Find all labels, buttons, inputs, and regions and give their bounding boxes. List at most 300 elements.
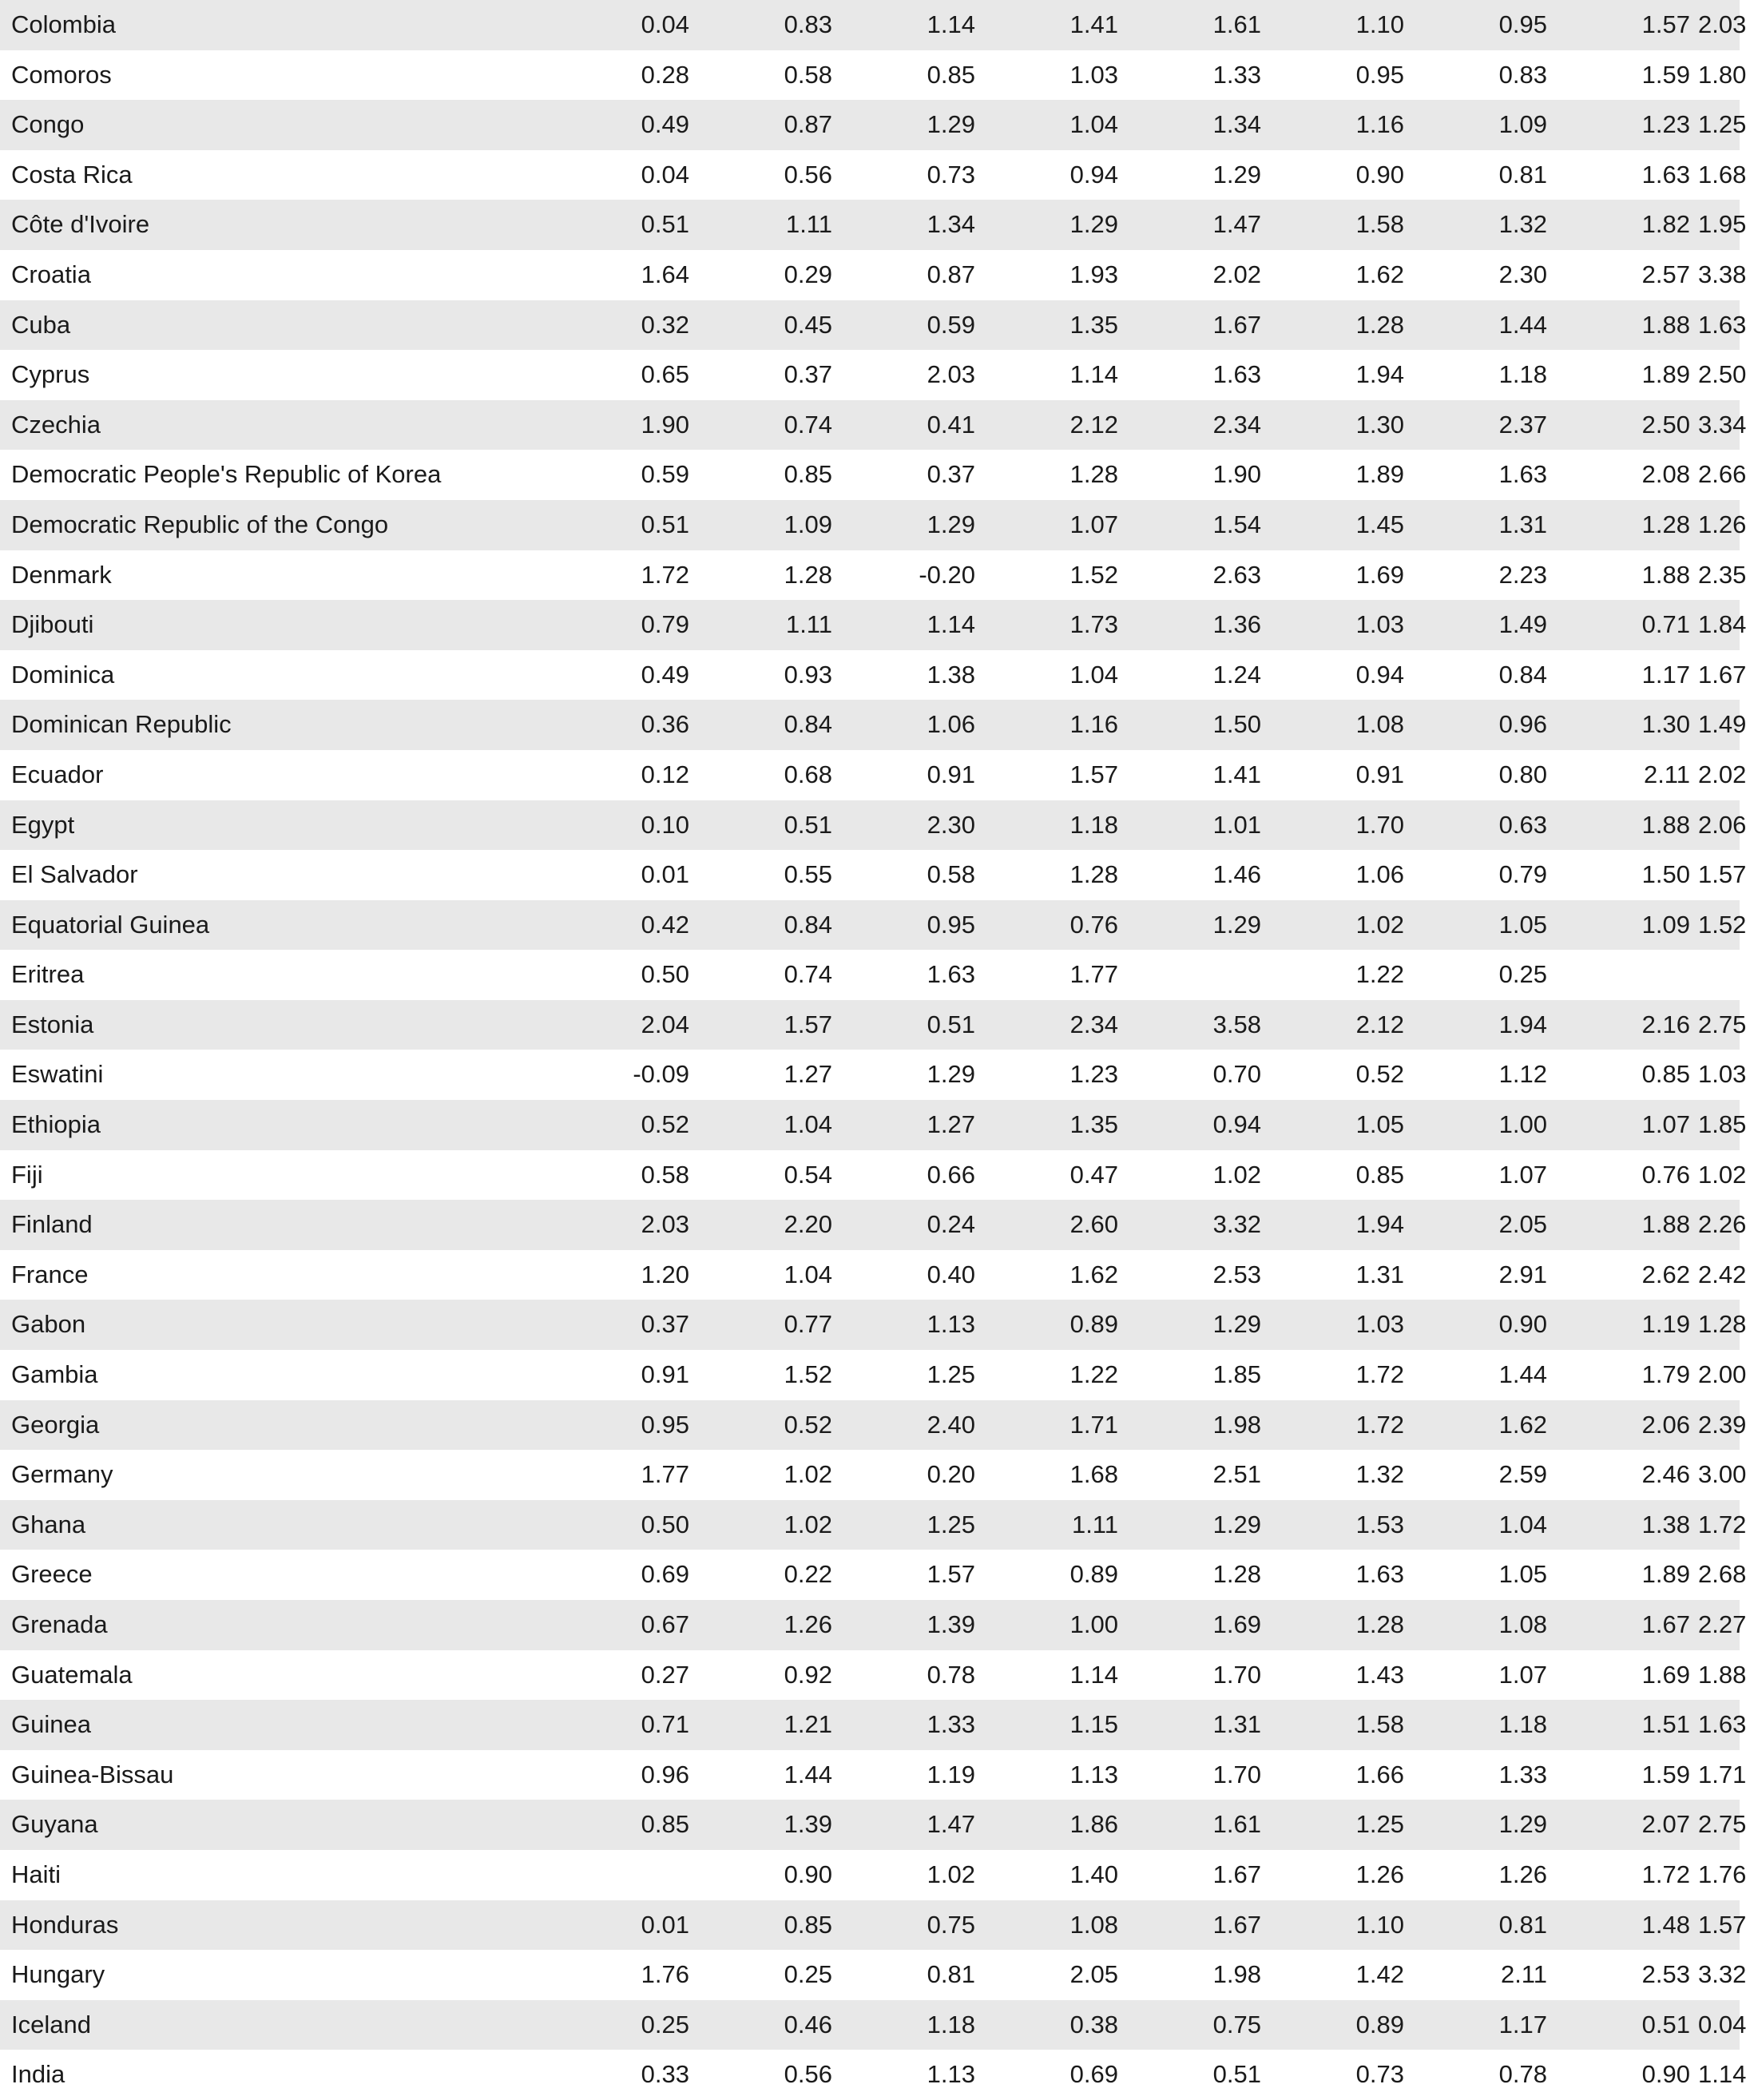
value-cell: 0.51	[1555, 2000, 1698, 2050]
value-cell: 0.45	[697, 300, 840, 351]
value-cell: 1.77	[983, 950, 1126, 1000]
value-cell: 0.85	[1555, 1050, 1698, 1100]
value-cell: 1.67	[1126, 1850, 1269, 1900]
value-cell: 0.59	[840, 300, 983, 351]
value-cell: 1.35	[983, 1100, 1126, 1150]
table-row	[0, 250, 1740, 300]
value-cell: 1.64	[554, 250, 697, 300]
value-cell: 0.52	[554, 1100, 697, 1150]
value-cell: 1.10	[1269, 1900, 1412, 1951]
value-cell: 1.90	[1126, 450, 1269, 500]
country-name-cell: Congo	[0, 100, 483, 150]
country-name-cell: Grenada	[0, 1600, 483, 1650]
spacer-cell	[483, 2050, 554, 2100]
value-cell: 1.24	[1126, 650, 1269, 701]
table-row	[0, 550, 1740, 601]
value-cell: 1.44	[1412, 1350, 1555, 1400]
value-cell: 1.27	[840, 1100, 983, 1150]
spacer-cell	[483, 600, 554, 650]
country-name-cell: Côte d'Ivoire	[0, 200, 483, 250]
spacer-cell	[483, 150, 554, 200]
value-cell: 1.29	[840, 100, 983, 150]
value-cell: 0.95	[1412, 0, 1555, 50]
value-cell: 1.70	[1126, 1750, 1269, 1800]
spacer-cell	[483, 850, 554, 900]
value-cell: 1.04	[983, 100, 1126, 150]
value-cell: 1.57	[1698, 1900, 1740, 1951]
value-cell: 1.02	[840, 1850, 983, 1900]
value-cell: 1.22	[983, 1350, 1126, 1400]
value-cell: 1.53	[1269, 1500, 1412, 1550]
value-cell: 1.10	[1269, 0, 1412, 50]
value-cell: 0.85	[1269, 1150, 1412, 1201]
value-cell: 0.81	[840, 1950, 983, 2000]
value-cell: 1.26	[1269, 1850, 1412, 1900]
value-cell: 1.30	[1269, 400, 1412, 451]
value-cell: 0.58	[697, 50, 840, 101]
value-cell: 2.03	[1698, 0, 1740, 50]
value-cell: 1.35	[983, 300, 1126, 351]
table-row	[0, 2050, 1740, 2100]
country-name-cell: Finland	[0, 1200, 483, 1250]
value-cell: 1.61	[1126, 0, 1269, 50]
value-cell: 1.76	[554, 1950, 697, 2000]
value-cell: 1.79	[1555, 1350, 1698, 1400]
value-cell: 1.70	[1269, 800, 1412, 851]
value-cell: 1.40	[983, 1850, 1126, 1900]
value-cell: 1.89	[1269, 450, 1412, 500]
value-cell: 0.50	[554, 1500, 697, 1550]
value-cell: 0.59	[554, 450, 697, 500]
value-cell: 2.30	[840, 800, 983, 851]
value-cell: 0.38	[983, 2000, 1126, 2050]
value-cell: 0.51	[840, 1000, 983, 1050]
value-cell: 2.11	[1555, 750, 1698, 800]
value-cell: 1.19	[840, 1750, 983, 1800]
value-cell: 0.46	[697, 2000, 840, 2050]
value-cell: 1.66	[1269, 1750, 1412, 1800]
value-cell: 0.33	[554, 2050, 697, 2100]
value-cell: 1.72	[554, 550, 697, 601]
value-cell: 1.02	[1698, 1150, 1740, 1201]
value-cell: 1.07	[983, 500, 1126, 550]
value-cell: 0.47	[983, 1150, 1126, 1201]
value-cell: 1.69	[1555, 1650, 1698, 1701]
value-cell: 1.63	[1555, 150, 1698, 200]
value-cell: 1.25	[840, 1500, 983, 1550]
country-name-cell: France	[0, 1250, 483, 1300]
country-name-cell: Honduras	[0, 1900, 483, 1951]
country-name-cell: Denmark	[0, 550, 483, 601]
value-cell: 0.25	[1412, 950, 1555, 1000]
value-cell: 0.84	[1412, 650, 1555, 701]
value-cell: 2.60	[983, 1200, 1126, 1250]
value-cell: 1.50	[1126, 700, 1269, 750]
value-cell: 2.59	[1412, 1450, 1555, 1500]
value-cell: 1.90	[554, 400, 697, 451]
value-cell: 0.73	[1269, 2050, 1412, 2100]
value-cell: 1.14	[840, 600, 983, 650]
value-cell: 1.46	[1126, 850, 1269, 900]
value-cell: 0.37	[554, 1300, 697, 1350]
value-cell: 1.23	[983, 1050, 1126, 1100]
spacer-cell	[483, 1850, 554, 1900]
value-cell: 0.87	[840, 250, 983, 300]
spacer-cell	[483, 1400, 554, 1451]
value-cell: 2.34	[1126, 400, 1269, 451]
value-cell: 1.41	[1126, 750, 1269, 800]
table-row	[0, 1800, 1740, 1850]
country-name-cell: Cuba	[0, 300, 483, 351]
value-cell: 0.75	[1126, 2000, 1269, 2050]
value-cell: 1.14	[983, 1650, 1126, 1701]
value-cell: 1.44	[1412, 300, 1555, 351]
value-cell: 2.27	[1698, 1600, 1740, 1650]
value-cell: 0.83	[697, 0, 840, 50]
value-cell: 1.06	[1269, 850, 1412, 900]
country-name-cell: Greece	[0, 1550, 483, 1600]
value-cell: 3.32	[1698, 1950, 1740, 2000]
spacer-cell	[483, 700, 554, 750]
value-cell: 1.33	[1126, 50, 1269, 101]
value-cell: 1.77	[554, 1450, 697, 1500]
value-cell: 2.42	[1698, 1250, 1740, 1300]
value-cell: 1.29	[1126, 150, 1269, 200]
value-cell: 1.67	[1126, 300, 1269, 351]
value-cell: 0.04	[554, 150, 697, 200]
value-cell: 0.70	[1126, 1050, 1269, 1100]
value-cell: 1.44	[697, 1750, 840, 1800]
value-cell: 1.08	[983, 1900, 1126, 1951]
spacer-cell	[483, 1800, 554, 1850]
table-row	[0, 1600, 1740, 1650]
value-cell: 1.63	[1412, 450, 1555, 500]
value-cell: 0.63	[1412, 800, 1555, 851]
value-cell: 1.04	[697, 1100, 840, 1150]
value-cell: 1.48	[1555, 1900, 1698, 1951]
value-cell: 0.58	[840, 850, 983, 900]
value-cell: 1.03	[1269, 1300, 1412, 1350]
value-cell: 1.09	[1555, 900, 1698, 951]
value-cell: 1.08	[1269, 700, 1412, 750]
value-cell: 1.80	[1698, 50, 1740, 101]
value-cell: 0.56	[697, 2050, 840, 2100]
value-cell: 0.80	[1412, 750, 1555, 800]
spacer-cell	[483, 1050, 554, 1100]
country-name-cell: Guyana	[0, 1800, 483, 1850]
value-cell: 0.25	[697, 1950, 840, 2000]
value-cell: 2.34	[983, 1000, 1126, 1050]
value-cell: 0.73	[840, 150, 983, 200]
table-row	[0, 1250, 1740, 1300]
value-cell: 1.69	[1269, 550, 1412, 601]
table-row	[0, 2000, 1740, 2050]
value-cell: 1.16	[983, 700, 1126, 750]
value-cell: 1.18	[1412, 350, 1555, 400]
value-cell: 1.67	[1126, 1900, 1269, 1951]
country-name-cell: Djibouti	[0, 600, 483, 650]
value-cell: 1.04	[697, 1250, 840, 1300]
value-cell: 2.51	[1126, 1450, 1269, 1500]
value-cell: 0.89	[983, 1550, 1126, 1600]
country-name-cell: Costa Rica	[0, 150, 483, 200]
spacer-cell	[483, 1350, 554, 1400]
spacer-cell	[483, 1250, 554, 1300]
table-row	[0, 300, 1740, 351]
country-name-cell: Czechia	[0, 400, 483, 451]
value-cell: 1.47	[840, 1800, 983, 1850]
value-cell: 1.49	[1698, 700, 1740, 750]
value-cell: 1.29	[1126, 1300, 1269, 1350]
value-cell: 0.85	[554, 1800, 697, 1850]
value-cell: 2.35	[1698, 550, 1740, 601]
spacer-cell	[483, 2000, 554, 2050]
country-name-cell: Democratic Republic of the Congo	[0, 500, 483, 550]
value-cell: 1.67	[1698, 650, 1740, 701]
value-cell: 0.51	[697, 800, 840, 851]
value-cell: 0.68	[697, 750, 840, 800]
value-cell: 0.67	[554, 1600, 697, 1650]
value-cell: 2.40	[840, 1400, 983, 1451]
country-name-cell: Cyprus	[0, 350, 483, 400]
value-cell: 1.02	[697, 1450, 840, 1500]
value-cell: 1.02	[697, 1500, 840, 1550]
value-cell: 1.88	[1555, 800, 1698, 851]
value-cell: 3.00	[1698, 1450, 1740, 1500]
country-name-cell: Comoros	[0, 50, 483, 101]
value-cell: 1.45	[1269, 500, 1412, 550]
value-cell: 2.50	[1555, 400, 1698, 451]
value-cell: 2.37	[1412, 400, 1555, 451]
country-name-cell: Iceland	[0, 2000, 483, 2050]
value-cell: 2.66	[1698, 450, 1740, 500]
value-cell	[1698, 950, 1740, 1000]
country-name-cell: Haiti	[0, 1850, 483, 1900]
value-cell: 0.96	[554, 1750, 697, 1800]
value-cell: 0.84	[697, 900, 840, 951]
spacer-cell	[483, 250, 554, 300]
country-name-cell: Guinea	[0, 1700, 483, 1750]
value-cell: 0.36	[554, 700, 697, 750]
spacer-cell	[483, 0, 554, 50]
value-cell: 0.94	[983, 150, 1126, 200]
value-cell: 1.23	[1555, 100, 1698, 150]
value-cell: 1.28	[983, 450, 1126, 500]
value-cell: 1.28	[697, 550, 840, 601]
value-cell: 1.95	[1698, 200, 1740, 250]
value-cell: 2.53	[1126, 1250, 1269, 1300]
value-cell: 0.76	[1555, 1150, 1698, 1201]
value-cell: 1.05	[1269, 1100, 1412, 1150]
value-cell: -0.20	[840, 550, 983, 601]
value-cell: 2.75	[1698, 1800, 1740, 1850]
value-cell: 1.71	[1698, 1750, 1740, 1800]
table-row	[0, 1300, 1740, 1350]
country-name-cell: Dominica	[0, 650, 483, 701]
value-cell: 1.08	[1412, 1600, 1555, 1650]
spacer-cell	[483, 1900, 554, 1951]
value-cell: 1.18	[983, 800, 1126, 851]
value-cell: 1.28	[983, 850, 1126, 900]
value-cell: 2.12	[1269, 1000, 1412, 1050]
value-cell: 1.18	[840, 2000, 983, 2050]
value-cell: 0.71	[554, 1700, 697, 1750]
value-cell: 1.70	[1126, 1650, 1269, 1701]
value-cell: 1.57	[1555, 0, 1698, 50]
spacer-cell	[483, 1950, 554, 2000]
value-cell: 1.29	[1126, 1500, 1269, 1550]
value-cell: 0.81	[1412, 150, 1555, 200]
value-cell: 0.83	[1412, 50, 1555, 101]
value-cell: 1.33	[1412, 1750, 1555, 1800]
value-cell: 0.90	[697, 1850, 840, 1900]
value-cell: 2.05	[983, 1950, 1126, 2000]
spacer-cell	[483, 1000, 554, 1050]
value-cell: 1.76	[1698, 1850, 1740, 1900]
value-cell: 1.59	[1555, 50, 1698, 101]
value-cell: 1.05	[1412, 900, 1555, 951]
country-name-cell: Democratic People's Republic of Korea	[0, 450, 483, 500]
value-cell: 1.52	[1698, 900, 1740, 951]
spacer-cell	[483, 1200, 554, 1250]
value-cell: 2.91	[1412, 1250, 1555, 1300]
value-cell: 0.93	[697, 650, 840, 701]
value-cell	[1126, 950, 1269, 1000]
value-cell: 1.63	[1269, 1550, 1412, 1600]
country-name-cell: Ghana	[0, 1500, 483, 1550]
value-cell: 0.56	[697, 150, 840, 200]
country-name-cell: Ecuador	[0, 750, 483, 800]
country-name-cell: Georgia	[0, 1400, 483, 1451]
value-cell: 0.95	[1269, 50, 1412, 101]
value-cell: 1.39	[840, 1600, 983, 1650]
value-cell: 1.12	[1412, 1050, 1555, 1100]
value-cell: 0.42	[554, 900, 697, 951]
value-cell: 0.01	[554, 1900, 697, 1951]
value-cell: 1.72	[1269, 1350, 1412, 1400]
value-cell: 2.02	[1126, 250, 1269, 300]
table-row	[0, 450, 1740, 500]
value-cell: 1.29	[1412, 1800, 1555, 1850]
value-cell: 1.51	[1555, 1700, 1698, 1750]
value-cell: 0.27	[554, 1650, 697, 1701]
table-row	[0, 1750, 1740, 1800]
value-cell: 1.52	[983, 550, 1126, 601]
value-cell: 1.28	[1269, 300, 1412, 351]
country-name-cell: Guatemala	[0, 1650, 483, 1701]
value-cell: 0.04	[554, 0, 697, 50]
value-cell: 1.13	[840, 1300, 983, 1350]
value-cell: 1.49	[1412, 600, 1555, 650]
value-cell: 1.15	[983, 1700, 1126, 1750]
value-cell: 0.89	[1269, 2000, 1412, 2050]
value-cell: 1.68	[1698, 150, 1740, 200]
value-cell: 2.23	[1412, 550, 1555, 601]
value-cell: 1.25	[1698, 100, 1740, 150]
table-row	[0, 150, 1740, 200]
value-cell: 1.32	[1412, 200, 1555, 250]
table-row	[0, 100, 1740, 150]
value-cell: 0.91	[840, 750, 983, 800]
value-cell: 0.94	[1126, 1100, 1269, 1150]
value-cell: 1.93	[983, 250, 1126, 300]
value-cell: 0.58	[554, 1150, 697, 1201]
value-cell: 1.88	[1555, 550, 1698, 601]
value-cell: 1.26	[697, 1600, 840, 1650]
spacer-cell	[483, 1500, 554, 1550]
table-row	[0, 1550, 1740, 1600]
value-cell: 0.51	[554, 500, 697, 550]
country-name-cell: Eswatini	[0, 1050, 483, 1100]
value-cell: 1.89	[1555, 350, 1698, 400]
value-cell: 1.29	[1126, 900, 1269, 951]
value-cell: 1.30	[1555, 700, 1698, 750]
country-name-cell: India	[0, 2050, 483, 2100]
spacer-cell	[483, 1300, 554, 1350]
value-cell: 0.37	[697, 350, 840, 400]
value-cell: 1.82	[1555, 200, 1698, 250]
value-cell: 1.25	[840, 1350, 983, 1400]
value-cell: 0.22	[697, 1550, 840, 1600]
value-cell: 1.43	[1269, 1650, 1412, 1701]
value-cell: 1.39	[697, 1800, 840, 1850]
value-cell: 2.68	[1698, 1550, 1740, 1600]
value-cell: 2.08	[1555, 450, 1698, 500]
value-cell: 2.26	[1698, 1200, 1740, 1250]
value-cell: 0.85	[697, 1900, 840, 1951]
table-row	[0, 1400, 1740, 1451]
value-cell: 2.06	[1698, 800, 1740, 851]
value-cell: 3.38	[1698, 250, 1740, 300]
value-cell: 1.88	[1698, 1650, 1740, 1701]
value-cell: 2.57	[1555, 250, 1698, 300]
value-cell: 1.47	[1126, 200, 1269, 250]
value-cell: 0.84	[697, 700, 840, 750]
value-cell: 0.87	[697, 100, 840, 150]
value-cell: 2.11	[1412, 1950, 1555, 2000]
value-cell: 0.25	[554, 2000, 697, 2050]
spacer-cell	[483, 350, 554, 400]
value-cell: 1.31	[1269, 1250, 1412, 1300]
value-cell: 1.07	[1412, 1650, 1555, 1701]
value-cell: 1.58	[1269, 1700, 1412, 1750]
value-cell: 2.04	[554, 1000, 697, 1050]
value-cell: 0.95	[840, 900, 983, 951]
value-cell: 1.89	[1555, 1550, 1698, 1600]
value-cell: 0.29	[697, 250, 840, 300]
value-cell: 1.57	[840, 1550, 983, 1600]
value-cell: 1.14	[840, 0, 983, 50]
value-cell: 0.78	[1412, 2050, 1555, 2100]
country-name-cell: Hungary	[0, 1950, 483, 2000]
value-cell: 1.71	[983, 1400, 1126, 1451]
country-name-cell: El Salvador	[0, 850, 483, 900]
value-cell: 0.65	[554, 350, 697, 400]
spacer-cell	[483, 1550, 554, 1600]
table-row	[0, 700, 1740, 750]
table-row	[0, 950, 1740, 1000]
value-cell: 1.02	[1269, 900, 1412, 951]
value-cell: 0.94	[1269, 650, 1412, 701]
value-cell: 1.09	[697, 500, 840, 550]
spacer-cell	[483, 950, 554, 1000]
value-cell: 0.69	[554, 1550, 697, 1600]
value-cell: 0.85	[840, 50, 983, 101]
value-cell: 0.24	[840, 1200, 983, 1250]
value-cell: 2.63	[1126, 550, 1269, 601]
value-cell: 0.81	[1412, 1900, 1555, 1951]
value-cell: 1.26	[1412, 1850, 1555, 1900]
